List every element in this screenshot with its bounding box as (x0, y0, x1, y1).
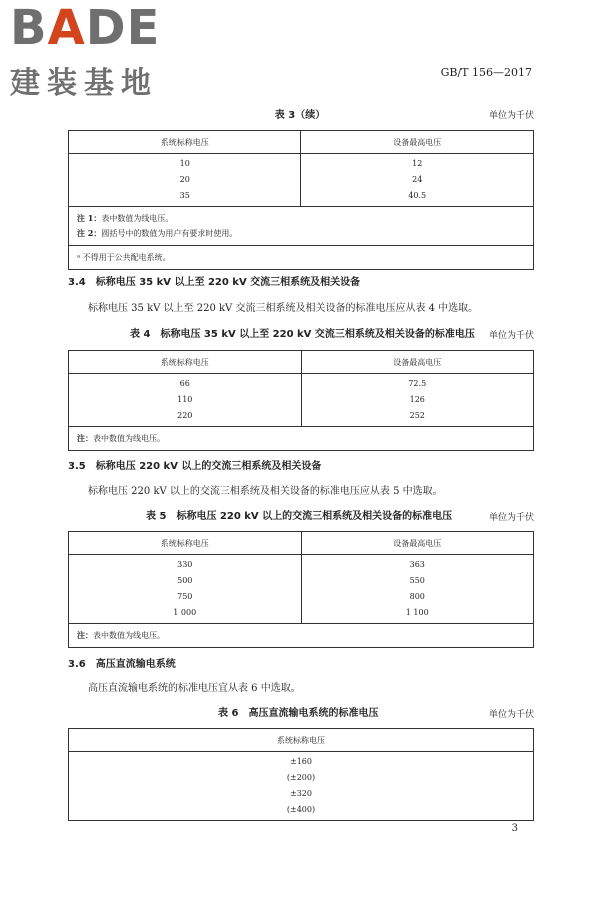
table3-footnote: ᵃ 不得用于公共配电系统。 (69, 246, 534, 270)
table6-title: 表 6 高压直流输电系统的标准电压 (218, 708, 379, 719)
table3-header-nominal: 系统标称电压 (69, 131, 301, 154)
table-cell: 35 (69, 188, 301, 207)
table3-header-max: 设备最高电压 (301, 131, 534, 154)
table-row (69, 786, 534, 802)
table3-note-2: 注 2：圆括号中的数值为用户有要求时使用。 (77, 228, 238, 238)
table-row (69, 408, 534, 427)
table3 (68, 130, 534, 270)
table3-note-1: 注 1：表中数值为线电压。 (77, 213, 174, 223)
table5-header-nominal: 系统标称电压 (69, 532, 302, 555)
table-row (69, 555, 534, 574)
table4-header-max: 设备最高电压 (301, 351, 534, 374)
table-cell: 750 (69, 589, 302, 605)
table6-unit: 单位为千伏 (488, 710, 534, 720)
table-row (69, 172, 534, 188)
table3-title: 表 3（续） (274, 110, 326, 121)
logo-letters-de: DE (85, 0, 161, 56)
section-3-5-text: 标称电压 220 kV 以上的交流三相系统及相关设备的标准电压应从表 5 中选取。 (88, 486, 443, 497)
table-cell: 220 (69, 408, 302, 427)
table4-title: 表 4 标称电压 35 kV 以上至 220 kV 交流三相系统及相关设备的标准电压 (130, 329, 475, 340)
logo-letter-a: A (47, 0, 86, 56)
table-cell: 500 (69, 573, 302, 589)
page-number: 3 (511, 823, 518, 834)
table-cell: ±160 (69, 752, 534, 771)
table-row (69, 392, 534, 408)
table4-unit: 单位为千伏 (488, 331, 534, 341)
table-cell: 24 (301, 172, 534, 188)
standard-number: GB/T 156—2017 (440, 66, 532, 79)
table5-note: 注：表中数值为线电压。 (69, 624, 534, 648)
section-3-5-heading: 3.5 标称电压 220 kV 以上的交流三相系统及相关设备 (68, 461, 322, 472)
section-3-6-text: 高压直流输电系统的标准电压宜从表 6 中选取。 (88, 683, 301, 694)
table-cell: 330 (69, 555, 302, 574)
table3-notes (69, 207, 534, 246)
brand-logo (10, 2, 160, 54)
table-row (69, 752, 534, 771)
table4 (68, 350, 534, 451)
logo-letter-b: B (10, 0, 48, 56)
table-row (69, 605, 534, 624)
table-row (69, 770, 534, 786)
table-row (69, 802, 534, 821)
table4-header-nominal: 系统标称电压 (69, 351, 302, 374)
table-cell: 1 100 (301, 605, 534, 624)
table-row (69, 374, 534, 393)
table-cell: 550 (301, 573, 534, 589)
table-cell: ±320 (69, 786, 534, 802)
section-3-4-heading: 3.4 标称电压 35 kV 以上至 220 kV 交流三相系统及相关设备 (68, 277, 361, 288)
table-cell: 363 (301, 555, 534, 574)
table5-title: 表 5 标称电压 220 kV 以上的交流三相系统及相关设备的标准电压 (146, 511, 453, 522)
table-cell: 40.5 (301, 188, 534, 207)
table-cell: 1 000 (69, 605, 302, 624)
table5-unit: 单位为千伏 (488, 513, 534, 523)
table5-header-max: 设备最高电压 (301, 532, 534, 555)
table-cell: (±200) (69, 770, 534, 786)
table4-note: 注：表中数值为线电压。 (69, 427, 534, 451)
table-cell: 66 (69, 374, 302, 393)
table-row (69, 154, 534, 173)
table-cell: 20 (69, 172, 301, 188)
table-row (69, 573, 534, 589)
table3-unit: 单位为千伏 (488, 111, 534, 121)
table5 (68, 531, 534, 648)
table-cell: 110 (69, 392, 302, 408)
logo-subtitle: 建装基地 (10, 66, 158, 101)
table-cell: 10 (69, 154, 301, 173)
table-cell: 800 (301, 589, 534, 605)
table-cell: 72.5 (301, 374, 534, 393)
section-3-4-text: 标称电压 35 kV 以上至 220 kV 交流三相系统及相关设备的标准电压应从表 4 中选取。 (88, 303, 479, 314)
section-3-6-heading: 3.6 高压直流输电系统 (68, 659, 176, 670)
table-row (69, 589, 534, 605)
table6-header-nominal: 系统标称电压 (69, 729, 534, 752)
table-cell: 252 (301, 408, 534, 427)
table-cell: (±400) (69, 802, 534, 821)
table-row (69, 188, 534, 207)
table6 (68, 728, 534, 821)
table-cell: 126 (301, 392, 534, 408)
table-cell: 12 (301, 154, 534, 173)
